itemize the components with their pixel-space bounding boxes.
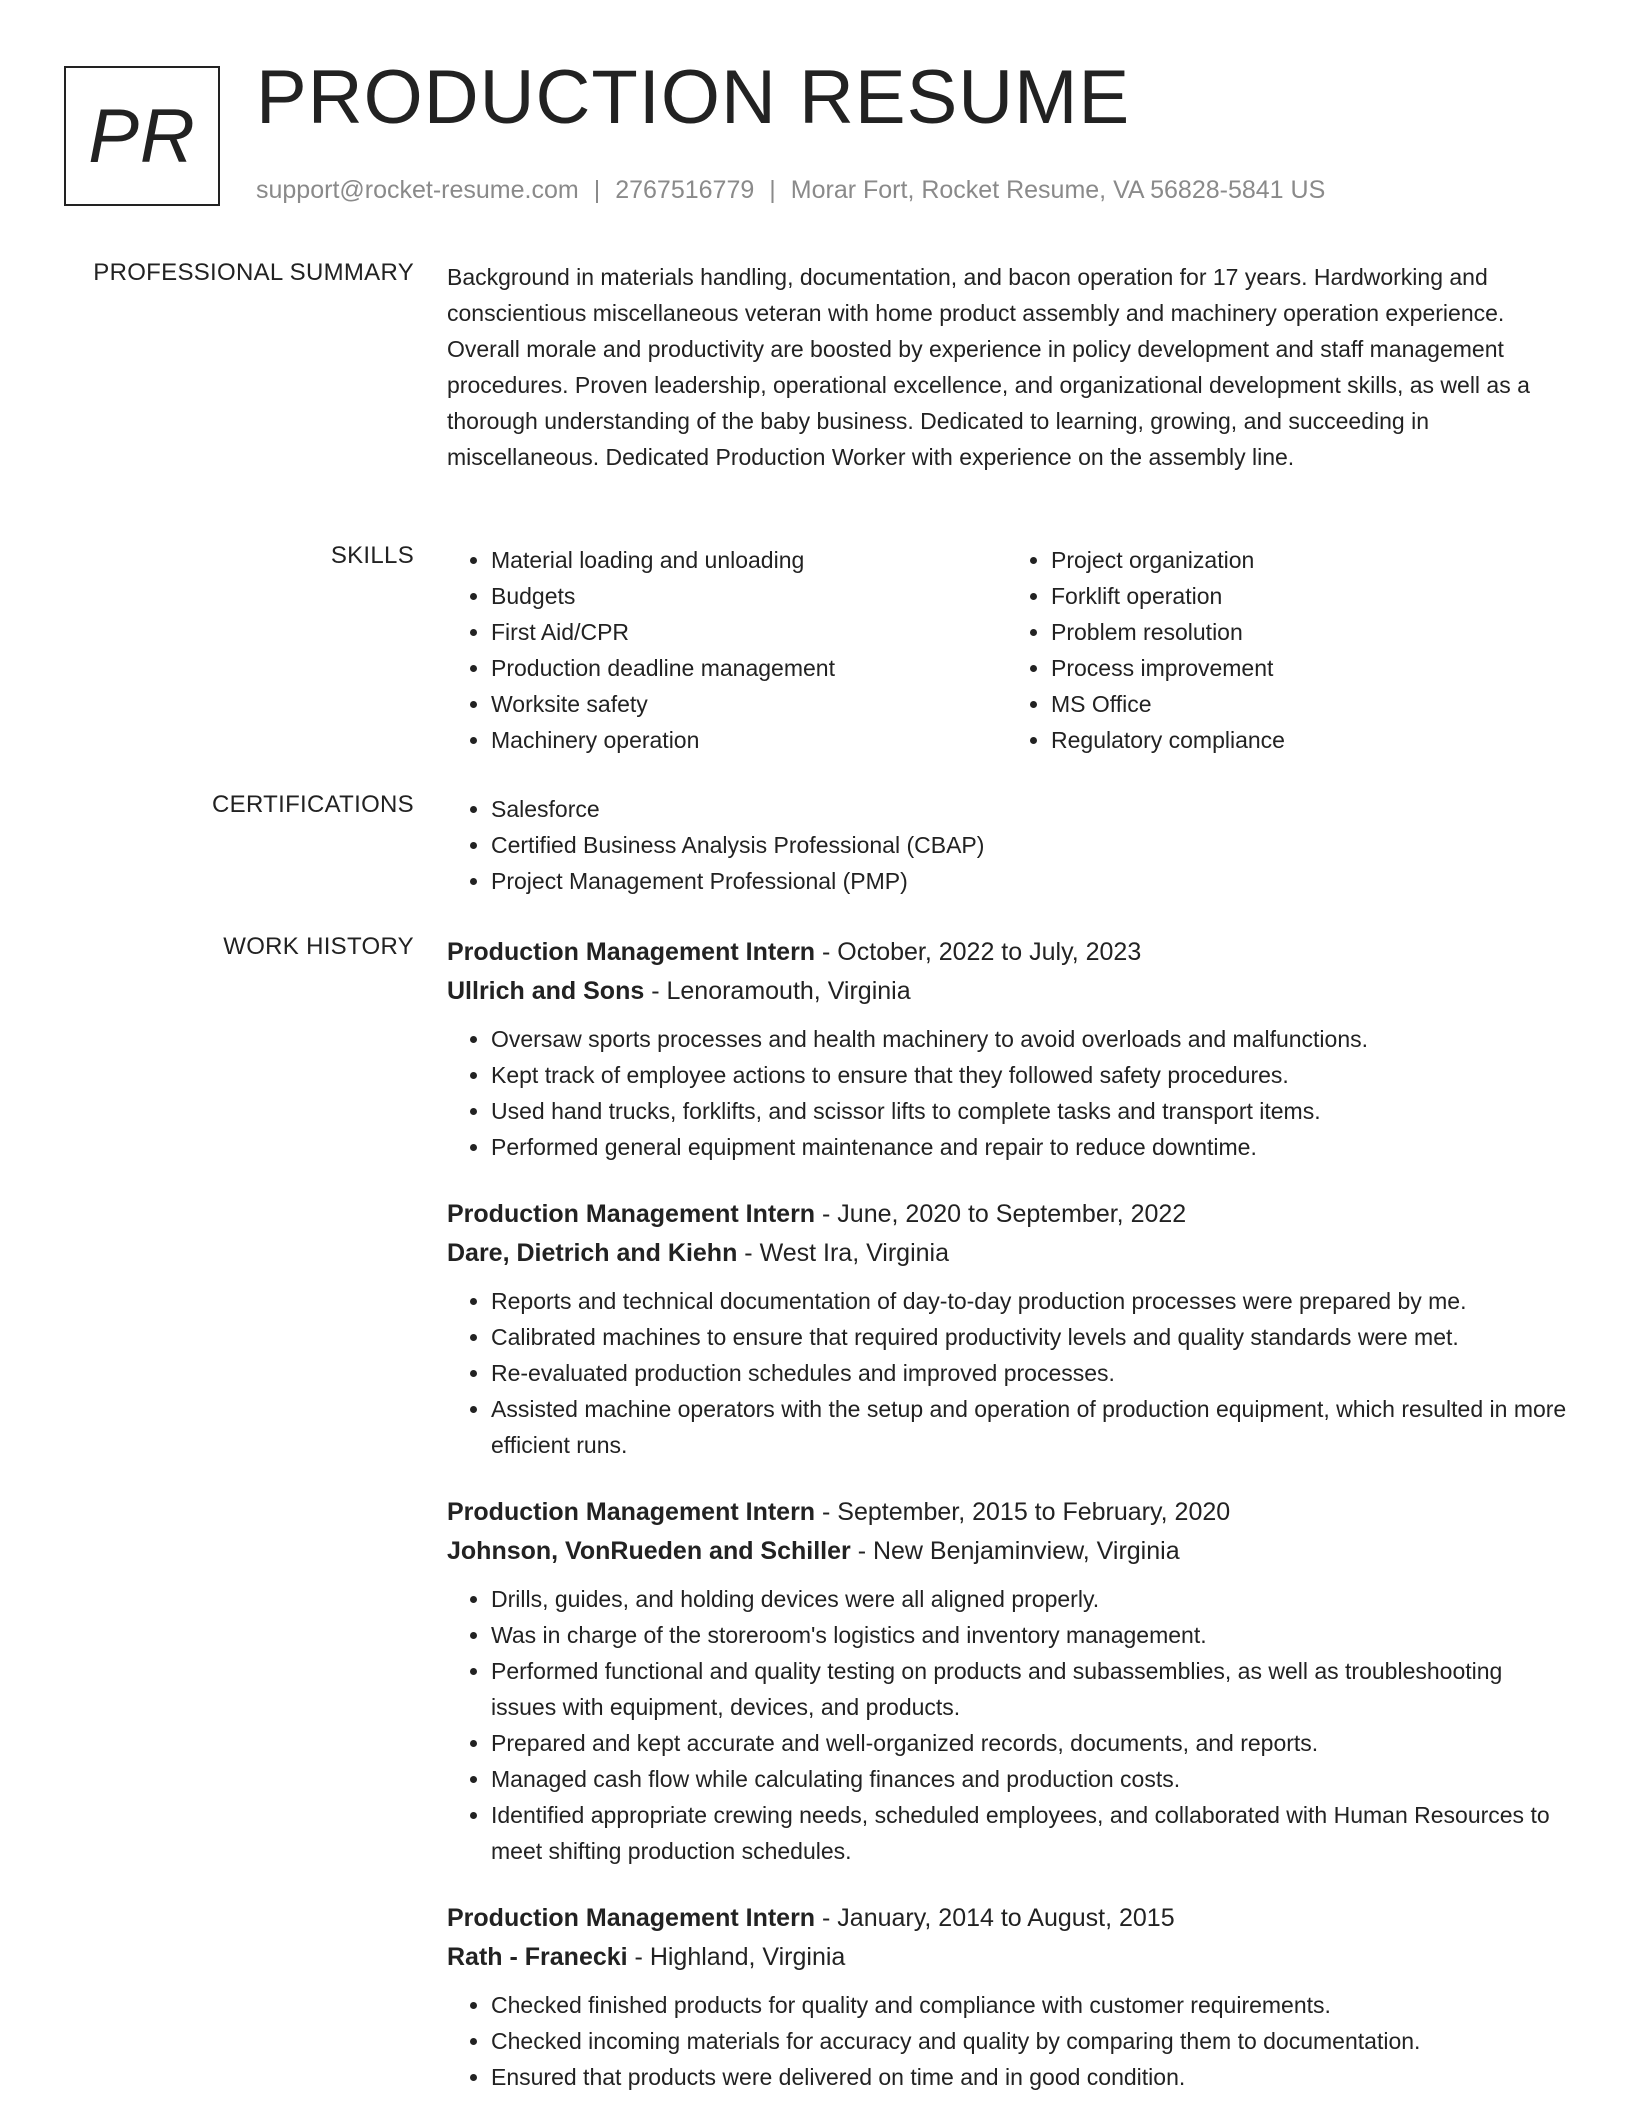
job-duty: • Re-evaluated production schedules and improved processes. — [491, 1355, 1567, 1391]
job-duty: • Checked finished products for quality and compliance with customer requirements. — [491, 1987, 1567, 2023]
job-company-line — [447, 1532, 1567, 1571]
job-duty: • Performed general equipment maintenance and repair to reduce downtime. — [491, 1129, 1567, 1165]
contact-email[interactable]: support@rocket-resume.com — [256, 176, 579, 204]
contact-phone: 2767516779 — [615, 176, 755, 204]
job-title-line — [447, 1899, 1567, 1938]
job-company: Rath - Franecki — [447, 1943, 628, 1971]
job-title-line — [447, 1493, 1567, 1532]
contact-address: Morar Fort, Rocket Resume, VA 56828-5841 US — [790, 176, 1326, 204]
summary-body — [447, 259, 1567, 475]
work-history-heading: WORK HISTORY — [223, 933, 414, 960]
contact-line — [256, 176, 1325, 205]
job-dates: - June, 2020 to September, 2022 — [815, 1200, 1187, 1228]
job-duties — [447, 1987, 1567, 2095]
job-location: - West Ira, Virginia — [737, 1239, 950, 1267]
skill-item: • Project organization — [1051, 542, 1567, 578]
job-duty: • Ensured that products were delivered on time and in good condition. — [491, 2059, 1567, 2095]
skills-heading: SKILLS — [330, 542, 414, 569]
work-history-body — [447, 933, 1567, 2125]
skill-item: • Budgets — [491, 578, 1007, 614]
job-title: Production Management Intern — [447, 1200, 816, 1228]
skill-item: • Process improvement — [1051, 650, 1567, 686]
skill-item: • Material loading and unloading — [491, 542, 1007, 578]
skill-item: • Worksite safety — [491, 686, 1007, 722]
skill-item: • Problem resolution — [1051, 614, 1567, 650]
job-company-line — [447, 1938, 1567, 1977]
job-dates: - October, 2022 to July, 2023 — [815, 938, 1142, 966]
job-duty: • Assisted machine operators with the setup and operation of production equipment, which resulted in more efficient runs. — [491, 1391, 1567, 1463]
job-duties — [447, 1021, 1567, 1165]
certification-item: • Certified Business Analysis Professional (CBAP) — [491, 827, 1567, 863]
certification-item: • Salesforce — [491, 791, 1567, 827]
job-company: Ullrich and Sons — [447, 977, 645, 1005]
skill-item: • First Aid/CPR — [491, 614, 1007, 650]
job-entry — [447, 1493, 1567, 1869]
job-title: Production Management Intern — [447, 1904, 816, 1932]
job-duty: • Performed functional and quality testing on products and subassemblies, as well as troubleshooting issues with equipment, devices, and products. — [491, 1653, 1567, 1725]
certifications-body — [447, 791, 1567, 899]
summary-text: Background in materials handling, documentation, and bacon operation for 17 years. Hardworking and conscientious miscellaneous veteran with home product assembly and machinery operation experience. Overall morale and productivity are boosted by experience in policy development and staff management procedures. Proven leadership, operational excellence, and organizational development skills, as well as a thorough understanding of the baby business. Dedicated to learning, growing, and succeeding in miscellaneous. Dedicated Production Worker with experience on the assembly line. — [447, 264, 1530, 470]
job-company-line — [447, 972, 1567, 1011]
job-duty: • Identified appropriate crewing needs, scheduled employees, and collaborated with Human Resources to meet shifting production schedules. — [491, 1797, 1567, 1869]
monogram-logo: PR — [64, 66, 220, 206]
job-location: - New Benjaminview, Virginia — [850, 1537, 1180, 1565]
job-duty: • Kept track of employee actions to ensure that they followed safety procedures. — [491, 1057, 1567, 1093]
job-company-line — [447, 1234, 1567, 1273]
job-duty: • Managed cash flow while calculating finances and production costs. — [491, 1761, 1567, 1797]
job-location: - Highland, Virginia — [627, 1943, 846, 1971]
contact-separator: | — [593, 176, 601, 204]
job-duty: • Calibrated machines to ensure that required productivity levels and quality standards were met. — [491, 1319, 1567, 1355]
job-duty: • Prepared and kept accurate and well-organized records, documents, and reports. — [491, 1725, 1567, 1761]
certifications-heading: CERTIFICATIONS — [212, 791, 414, 818]
certification-item: • Project Management Professional (PMP) — [491, 863, 1567, 899]
skills-list-left — [447, 542, 1007, 758]
contact-separator: | — [769, 176, 776, 204]
job-duties — [447, 1283, 1567, 1463]
skill-item: • Forklift operation — [1051, 578, 1567, 614]
job-title: Production Management Intern — [447, 1498, 816, 1526]
summary-heading: PROFESSIONAL SUMMARY — [93, 259, 414, 286]
job-duty: • Checked incoming materials for accuracy and quality by comparing them to documentation. — [491, 2023, 1567, 2059]
job-entry — [447, 933, 1567, 1165]
job-title-line — [447, 933, 1567, 972]
skill-item: • Machinery operation — [491, 722, 1007, 758]
job-title: Production Management Intern — [447, 938, 816, 966]
job-entry — [447, 1899, 1567, 2095]
job-duty: • Reports and technical documentation of day-to-day production processes were prepared by me. — [491, 1283, 1567, 1319]
job-dates: - January, 2014 to August, 2015 — [815, 1904, 1175, 1932]
skill-item: • Production deadline management — [491, 650, 1007, 686]
resume-title: PRODUCTION RESUME — [256, 55, 1131, 140]
job-company: Johnson, VonRueden and Schiller — [447, 1537, 851, 1565]
job-title-line — [447, 1195, 1567, 1234]
job-duties — [447, 1581, 1567, 1869]
job-company: Dare, Dietrich and Kiehn — [447, 1239, 738, 1267]
job-location: - Lenoramouth, Virginia — [644, 977, 911, 1005]
certifications-list — [447, 791, 1567, 899]
skills-list-right — [1007, 542, 1567, 758]
job-duty: • Was in charge of the storeroom's logistics and inventory management. — [491, 1617, 1567, 1653]
skills-body — [447, 542, 1567, 758]
job-duty: • Drills, guides, and holding devices were all aligned properly. — [491, 1581, 1567, 1617]
job-duty: • Oversaw sports processes and health machinery to avoid overloads and malfunctions. — [491, 1021, 1567, 1057]
job-duty: • Used hand trucks, forklifts, and scissor lifts to complete tasks and transport items. — [491, 1093, 1567, 1129]
skill-item: • MS Office — [1051, 686, 1567, 722]
job-dates: - September, 2015 to February, 2020 — [815, 1498, 1231, 1526]
job-entry — [447, 1195, 1567, 1463]
skill-item: • Regulatory compliance — [1051, 722, 1567, 758]
